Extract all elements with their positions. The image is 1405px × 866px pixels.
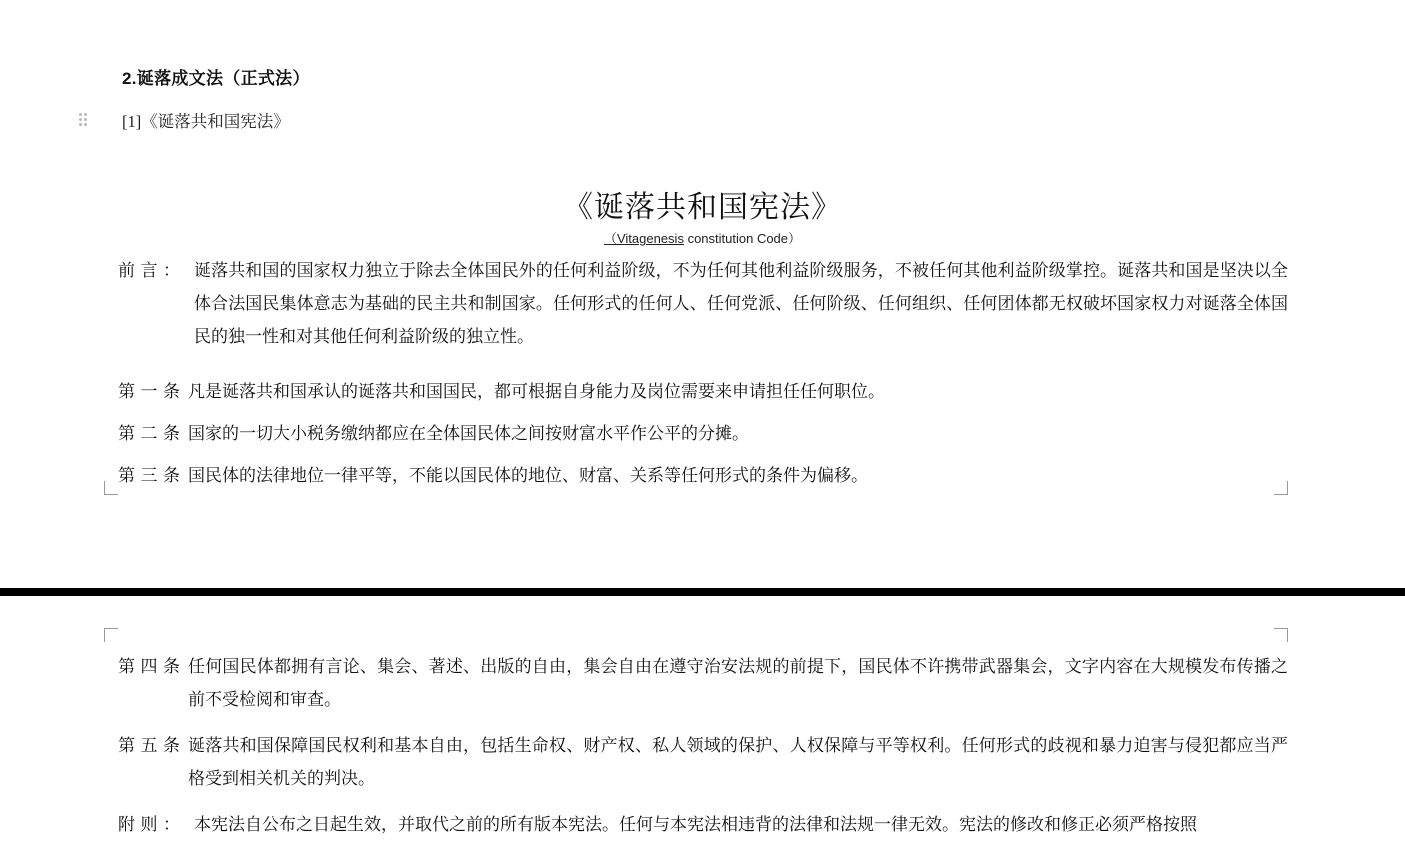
article-text: 本宪法自公布之日起生效，并取代之前的所有版本宪法。任何与本宪法相违背的法律和法规一律无效。宪法的修改和修正必须严格按照 [194, 815, 1197, 834]
drag-dot [84, 123, 87, 126]
section-heading: 2.诞落成文法（正式法） [122, 69, 310, 88]
article-label: 第四条 [118, 657, 180, 676]
article-label: 第五条 [118, 736, 180, 755]
article-3 [118, 459, 1288, 492]
drag-dot [79, 118, 82, 121]
drag-dot [84, 118, 87, 121]
crop-mark-bottom-left [104, 481, 118, 495]
crop-mark-top-right [1274, 628, 1288, 642]
article-label: 前言： [118, 261, 180, 280]
article-preamble [118, 254, 1288, 353]
drag-dot [79, 123, 82, 126]
article-label: 第二条 [118, 424, 180, 443]
article-text: 诞落共和国保障国民权利和基本自由，包括生命权、财产权、私人领域的保护、人权保障与平等权利。任何形式的歧视和暴力迫害与侵犯都应当严格受到相关机关的判决。 [188, 736, 1288, 788]
article-text: 凡是诞落共和国承认的诞落共和国国民，都可根据自身能力及岗位需要来申请担任任何职位。 [188, 382, 885, 401]
document-subtitle-prefix: （Vitagenesis [603, 231, 684, 246]
document-subtitle-suffix: constitution Code） [683, 231, 802, 246]
article-label: 第三条 [118, 466, 180, 485]
outline-item-constitution[interactable]: [1]《诞落共和国宪法》 [122, 112, 290, 131]
article-4 [118, 650, 1288, 716]
document-title: 《诞落共和国宪法》 [563, 191, 842, 224]
article-2 [118, 417, 1288, 450]
article-5 [118, 729, 1288, 795]
document-page-2 [0, 596, 1405, 866]
crop-mark-top-left [104, 628, 118, 642]
drag-dots-icon[interactable] [76, 112, 90, 126]
article-text: 任何国民体都拥有言论、集会、著述、出版的自由，集会自由在遵守治安法规的前提下，国民体不许携带武器集会，文字内容在大规模发布传播之前不受检阅和审查。 [188, 657, 1288, 709]
page-separator [0, 588, 1405, 596]
document-subtitle [0, 228, 1405, 247]
article-appendix [118, 808, 1288, 841]
article-text: 国家的一切大小税务缴纳都应在全体国民体之间按财富水平作公平的分摊。 [188, 424, 749, 443]
drag-dot [84, 113, 87, 116]
article-label: 第一条 [118, 382, 180, 401]
article-label: 附则： [118, 815, 180, 834]
article-text: 诞落共和国的国家权力独立于除去全体国民外的任何利益阶级，不为任何其他利益阶级服务，不被任何其他利益阶级掌控。诞落共和国是坚决以全体合法国民集体意志为基础的民主共和制国家。任何形式的任何人、任何党派、任何阶级、任何组织、任何团体都无权破坏国家权力对诞落全体国民的独一性和对其他任何利益阶级的独立性。 [194, 261, 1288, 346]
article-text: 国民体的法律地位一律平等，不能以国民体的地位、财富、关系等任何形式的条件为偏移。 [188, 466, 868, 485]
article-1 [118, 375, 1288, 408]
drag-dot [79, 113, 82, 116]
